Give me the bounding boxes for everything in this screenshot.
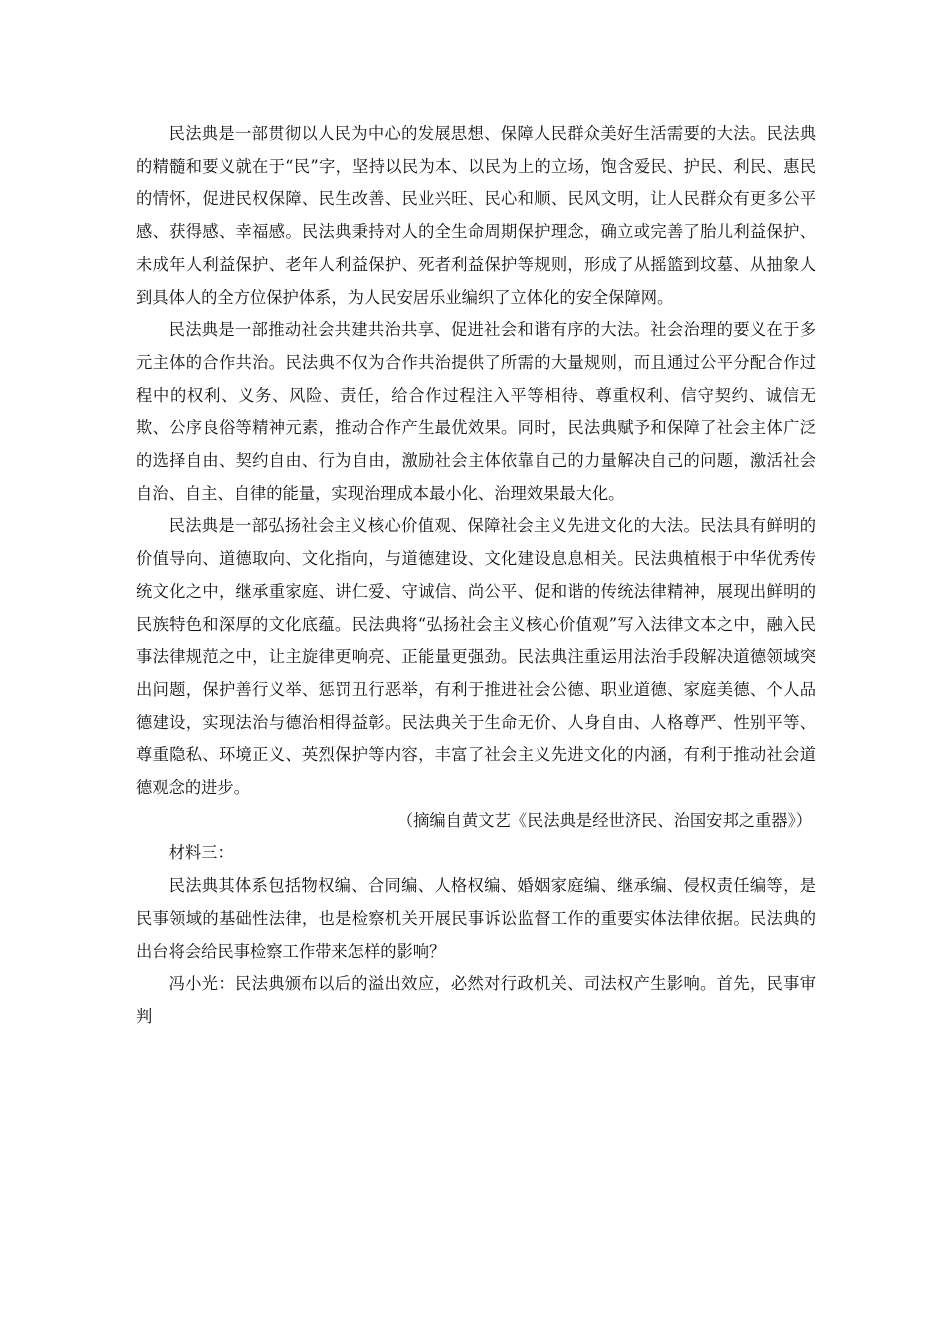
document-page bbox=[136, 118, 816, 1034]
source-attribution: （摘编自黄文艺《民法典是经世济民、治国安邦之重器》） bbox=[396, 810, 812, 830]
paragraph-core-values: 民法典是一部弘扬社会主义核心价值观、保障社会主义先进文化的大法。民法具有鲜明的价值导向、道德取向、文化指向，与道德建设、文化建设息息相关。民法典植根于中华优秀传统文化之中，继承重家庭、讲仁爱、守诚信、尚公平、促和谐的传统法律精神，展现出鲜明的民族特色和深厚的文化底蕴。民法典将“弘扬社会主义核心价值观”写入法律文本之中，融入民事法律规范之中，让主旋律更响亮、正能量更强劲。民法典注重运用法治手段解决道德领域突出问题，保护善行义举、惩罚丑行恶举，有利于推进社会公德、职业道德、家庭美德、个人品德建设，实现法治与德治相得益彰。民法典关于生命无价、人身自由、人格尊严、性别平等、尊重隐私、环境正义、英烈保护等内容，丰富了社会主义先进文化的内涵，有利于推动社会道德观念的进步。 bbox=[136, 516, 816, 798]
paragraph-social-governance: 民法典是一部推动社会共建共治共享、促进社会和谐有序的大法。社会治理的要义在于多元主体的合作共治。民法典不仅为合作共治提供了所需的大量规则，而且通过公平分配合作过程中的权利、义务、风险、责任，给合作过程注入平等相待、尊重权利、信守契约、诚信无欺、公序良俗等精神元素，推动合作产生最优效果。同时，民法典赋予和保障了社会主体广泛的选择自由、契约自由、行为自由，激励社会主体依靠自己的力量解决自己的问题，激活社会自治、自主、自律的能量，实现治理成本最小化、治理效果最大化。 bbox=[136, 320, 816, 503]
paragraph-answer: 冯小光：民法典颁布以后的溢出效应，必然对行政机关、司法权产生影响。首先，民事审判 bbox=[136, 974, 816, 1026]
paragraph-question: 民法典其体系包括物权编、合同编、人格权编、婚姻家庭编、继承编、侵权责任编等，是民事领域的基础性法律，也是检察机关开展民事诉讼监督工作的重要实体法律依据。民法典的出台将会给民事检察工作带来怎样的影响？ bbox=[136, 876, 816, 961]
section-label-material-three: 材料三： bbox=[168, 843, 234, 863]
paragraph-people-centered: 民法典是一部贯彻以人民为中心的发展思想、保障人民群众美好生活需要的大法。民法典的精髓和要义就在于“民”字，坚持以民为本、以民为上的立场，饱含爱民、护民、利民、惠民的情怀，促进民权保障、民生改善、民业兴旺、民心和顺、民风文明，让人民群众有更多公平感、获得感、幸福感。民法典秉持对人的全生命周期保护理念，确立或完善了胎儿利益保护、未成年人利益保护、老年人利益保护、死者利益保护等规则，形成了从摇篮到坟墓、从抽象人到具体人的全方位保护体系，为人民安居乐业编织了立体化的安全保障网。 bbox=[136, 124, 816, 307]
